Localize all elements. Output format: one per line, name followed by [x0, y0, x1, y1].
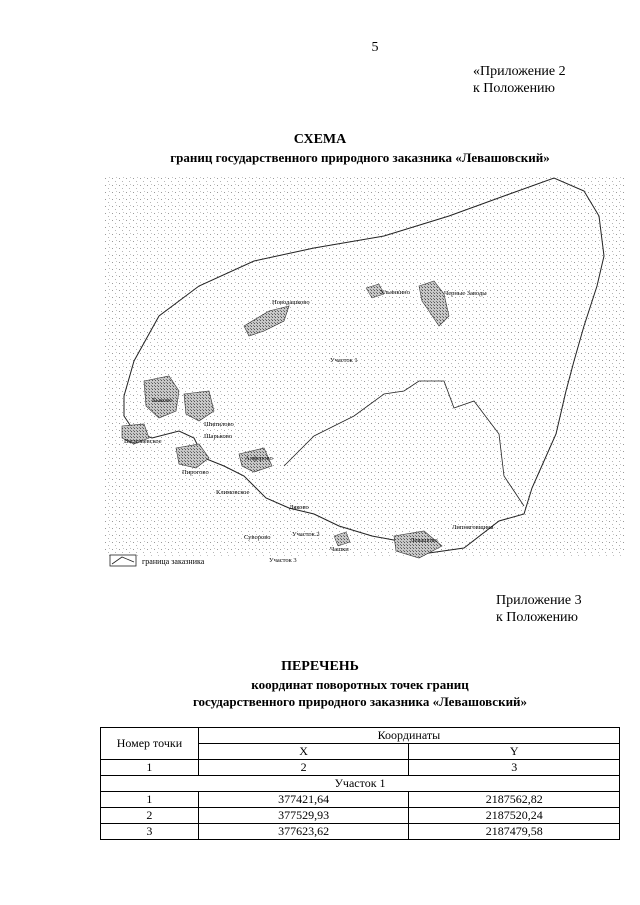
section-label: Участок 1 [101, 776, 620, 792]
point-number: 2 [101, 808, 199, 824]
table-header-row [101, 728, 620, 744]
index-cell: 1 [101, 760, 199, 776]
legend-label: граница заказника [142, 557, 205, 566]
map-label-ulyankino: Ульянкино [380, 289, 410, 296]
annex-2-line2: к Положению [473, 81, 556, 96]
header-y: Y [409, 744, 620, 760]
header-coordinates: Координаты [198, 728, 619, 744]
point-number: 1 [101, 792, 199, 808]
header-point-number: Номер точки [101, 728, 199, 760]
map-label-uchastok1: Участок 1 [330, 357, 358, 364]
annex-3-header [496, 592, 582, 626]
map-label-shipilovo: Шипилово [204, 421, 234, 428]
map-label-bykovo: Быково [152, 397, 173, 404]
schema-subtitle: границ государственного природного заказника «Левашовский» [170, 150, 550, 165]
legend-swatch [110, 555, 136, 566]
table-row [101, 792, 620, 808]
annex-2-line1: «Приложение 2 [473, 64, 566, 79]
map-background-texture [104, 176, 624, 556]
header-x: X [198, 744, 409, 760]
map-label-levashovo: Левашово [410, 537, 438, 544]
list-subtitle-2: государственного природного заказника «Левашовский» [192, 694, 528, 709]
map-label-lipnyagi: Липняговщина [452, 524, 494, 531]
map-label-klimovskoe: Климовское [216, 489, 250, 496]
coord-x: 377623,62 [198, 824, 409, 840]
map-legend [110, 555, 205, 566]
point-number: 3 [101, 824, 199, 840]
page-number: 5 [371, 40, 379, 55]
map-label-vasilevskoe: Васильевское [124, 438, 162, 445]
table-section-row [101, 776, 620, 792]
map-label-novodashkovo: Новодашково [272, 299, 310, 306]
coord-y: 2187520,24 [409, 808, 620, 824]
index-cell: 3 [409, 760, 620, 776]
map-label-alferovo: Алферово [245, 455, 273, 462]
coord-y: 2187562,82 [409, 792, 620, 808]
list-title: ПЕРЕЧЕНЬ [281, 659, 359, 674]
annex-3-line1: Приложение 3 [496, 593, 582, 608]
schema-title: СХЕМА [293, 132, 347, 147]
index-cell: 2 [198, 760, 409, 776]
map-label-chernye-zavody: Черные Заводы [444, 290, 487, 297]
map-label-uchastok3: Участок 3 [269, 557, 297, 564]
map-label-chashki: Чашки [330, 546, 349, 553]
map-label-suvorovo: Суворово [244, 534, 271, 541]
annex-3-line2: к Положению [496, 610, 579, 625]
table-row [101, 824, 620, 840]
coord-x: 377421,64 [198, 792, 409, 808]
list-subtitle-1: координат поворотных точек границ [251, 677, 469, 692]
table-row [101, 808, 620, 824]
coord-y: 2187479,58 [409, 824, 620, 840]
annex-2-header [473, 63, 566, 97]
map-label-uchastok2: Участок 2 [292, 531, 320, 538]
map-label-sharkovo: Шарьково [204, 433, 233, 440]
table-index-row [101, 760, 620, 776]
reserve-map [104, 176, 624, 576]
coord-x: 377529,93 [198, 808, 409, 824]
coordinates-table [100, 727, 620, 840]
map-label-dyakovo: Дяково [289, 504, 309, 511]
map-label-pirogovo: Пирогово [182, 469, 209, 476]
